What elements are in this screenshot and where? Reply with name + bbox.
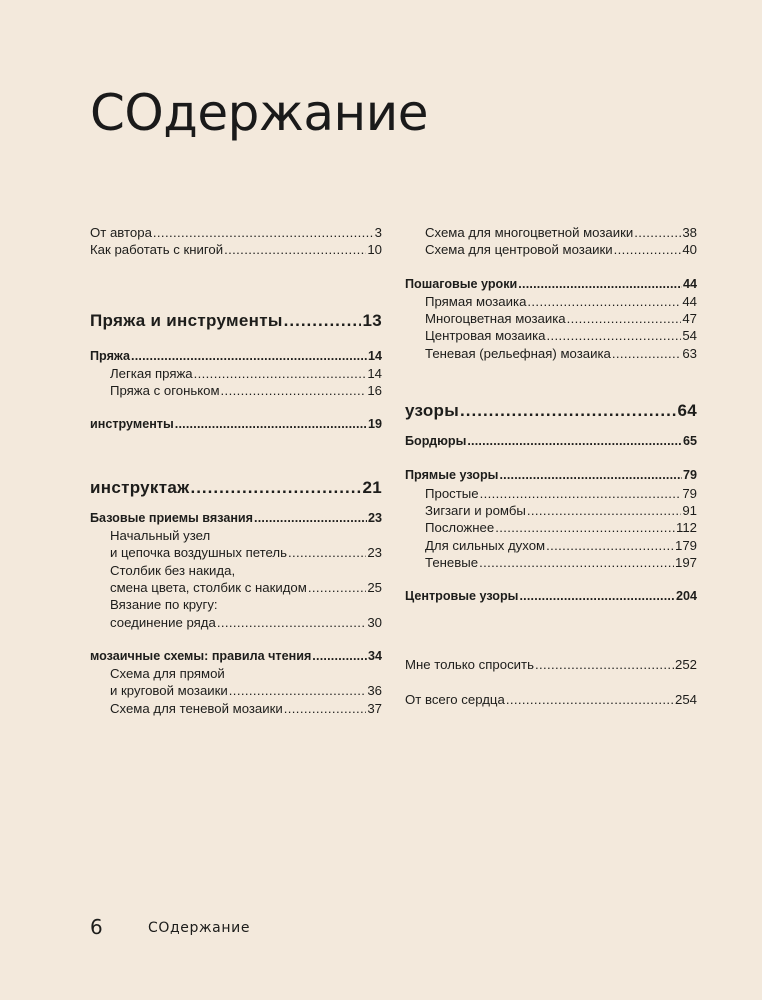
toc-entry-title: Теневые (425, 554, 479, 570)
toc-entry-title: Простые (425, 485, 479, 501)
toc-entry-page: 3 (374, 225, 382, 240)
toc-leader-dots (254, 510, 367, 527)
toc-section-gap (90, 434, 382, 476)
toc-entry-title: Пряжа и инструменты (90, 310, 283, 330)
toc-leader-dots (229, 682, 367, 699)
toc-entry-title: Схема для центровой мозаики (425, 242, 613, 258)
toc-entry-page: 197 (674, 554, 697, 570)
toc-entry-title: Прямая мозаика (425, 293, 527, 309)
toc-entry (90, 614, 382, 631)
toc-entry-page: 14 (367, 348, 382, 363)
toc-leader-dots (495, 519, 675, 536)
toc-entry (90, 562, 382, 579)
toc-section-gap (90, 333, 382, 348)
toc-entry (405, 537, 697, 554)
toc-leader-dots (546, 327, 681, 344)
toc-leader-dots (153, 224, 374, 241)
toc-entry (90, 224, 382, 241)
toc-entry-title: От автора (90, 225, 152, 240)
toc-entry-title: От всего сердца (405, 691, 505, 707)
toc-entry (90, 665, 382, 682)
toc-entry-page: 44 (682, 276, 697, 291)
toc-entry (405, 519, 697, 536)
toc-entry (405, 310, 697, 327)
toc-entry-page: 91 (682, 502, 697, 518)
toc-leader-dots (614, 241, 682, 258)
toc-entry-page: 36 (367, 683, 382, 699)
toc-entry (90, 579, 382, 596)
toc-leader-dots (527, 502, 681, 519)
toc-leader-dots (284, 700, 367, 717)
toc-leader-dots (612, 345, 681, 362)
toc-entry-title: Пряжа (90, 348, 131, 363)
toc-entry-page: 44 (682, 293, 697, 309)
toc-section-gap (405, 362, 697, 399)
toc-entry-title: соединение ряда (110, 614, 216, 630)
toc-entry-title: инструктаж (90, 477, 190, 497)
toc-leader-dots (460, 399, 676, 423)
toc-leader-dots (518, 276, 682, 293)
toc-entry-title: Пряжа с огоньком (110, 383, 220, 399)
toc-entry-page: 79 (682, 485, 697, 501)
toc-entry (405, 502, 697, 519)
toc-entry-page: 254 (674, 691, 697, 707)
toc-entry (405, 399, 697, 423)
toc-entry-page: 10 (367, 242, 382, 258)
toc-entry (90, 596, 382, 613)
toc-entry (90, 382, 382, 399)
toc-entry-page: 79 (682, 468, 697, 483)
toc-section-gap (90, 631, 382, 648)
toc-leader-dots (479, 554, 674, 571)
toc-entry-page: 23 (367, 510, 382, 525)
toc-left-column (90, 224, 382, 717)
toc-entry (405, 224, 697, 241)
toc-leader-dots (284, 309, 362, 333)
toc-entry-title: инструменты (90, 417, 174, 432)
toc-entry-title: и цепочка воздушных петель (110, 545, 287, 561)
toc-section-gap (405, 450, 697, 467)
toc-entry-page: 112 (675, 520, 697, 536)
toc-entry-title: Многоцветная мозаика (425, 311, 566, 327)
toc-entry-page: 64 (677, 401, 697, 421)
toc-leader-dots (308, 579, 367, 596)
toc-entry-title: Центровые узоры (405, 589, 519, 604)
toc-entry-title: и круговой мозаики (110, 683, 228, 699)
toc-entry-title: Легкая пряжа (110, 365, 193, 381)
toc-entry-page: 63 (682, 345, 697, 361)
toc-entry-title: Столбик без накида, (110, 562, 236, 578)
toc-entry-page: 30 (367, 614, 382, 630)
toc-leader-dots (480, 485, 682, 502)
toc-entry-page: 204 (675, 589, 697, 604)
toc-entry-title: Пошаговые уроки (405, 276, 518, 291)
toc-entry-page: 65 (682, 434, 697, 449)
toc-leader-dots (527, 293, 681, 310)
toc-section-gap (405, 674, 697, 691)
toc-entry-page: 14 (367, 365, 382, 381)
toc-leader-dots (312, 648, 367, 665)
toc-leader-dots (288, 544, 366, 561)
toc-entry-page: 23 (367, 545, 382, 561)
toc-entry-title: Схема для многоцветной мозаики (425, 225, 634, 240)
toc-section-gap (90, 500, 382, 510)
footer-running-title: СОдержание (148, 920, 251, 936)
toc-section-gap (405, 423, 697, 433)
toc-entry-title: Как работать с книгой (90, 242, 224, 258)
toc-entry-title: Прямые узоры (405, 468, 499, 483)
toc-entry-page: 37 (367, 700, 382, 716)
toc-entry (405, 554, 697, 571)
toc-entry (90, 700, 382, 717)
toc-entry-page: 179 (674, 537, 697, 553)
toc-section-gap (90, 399, 382, 416)
toc-section-gap (405, 259, 697, 276)
toc-entry (405, 345, 697, 362)
toc-entry (90, 527, 382, 544)
toc-entry-title: Базовые приемы вязания (90, 510, 254, 525)
toc-entry-title: мозаичные схемы: правила чтения (90, 648, 312, 663)
toc-entry-title: Вязание по кругу: (110, 597, 218, 613)
toc-section-gap (405, 571, 697, 588)
toc-entry (90, 241, 382, 258)
toc-entry (405, 467, 697, 484)
toc-entry-page: 25 (367, 579, 382, 595)
toc-entry-page: 34 (367, 648, 382, 663)
toc-entry (405, 656, 697, 673)
toc-section-gap (90, 259, 382, 309)
toc-leader-dots (567, 310, 682, 327)
toc-leader-dots (546, 537, 674, 554)
toc-entry-page: 47 (682, 311, 697, 327)
toc-entry-page: 21 (362, 477, 382, 497)
page-title: СОдержание (90, 84, 428, 142)
toc-entry (90, 348, 382, 365)
toc-leader-dots (634, 224, 681, 241)
toc-entry-page: 40 (682, 242, 697, 258)
toc-entry-title: Схема для теневой мозаики (110, 700, 283, 716)
toc-leader-dots (224, 241, 366, 258)
toc-entry (405, 433, 697, 450)
toc-entry-title: Теневая (рельефная) мозаика (425, 345, 611, 361)
toc-entry-title: Посложнее (425, 520, 495, 536)
toc-leader-dots (221, 382, 367, 399)
toc-leader-dots (499, 467, 682, 484)
toc-entry (405, 691, 697, 708)
toc-entry-title: Мне только спросить (405, 657, 534, 673)
toc-leader-dots (535, 656, 674, 673)
toc-entry-title: Схема для прямой (110, 666, 225, 682)
toc-entry-page: 38 (682, 225, 697, 240)
toc-leader-dots (506, 691, 674, 708)
footer-page-number: 6 (90, 915, 103, 939)
toc-entry (90, 365, 382, 382)
toc-entry (90, 510, 382, 527)
toc-entry-title: Для сильных духом (425, 537, 546, 553)
toc-leader-dots (467, 433, 682, 450)
toc-entry (405, 327, 697, 344)
toc-entry (405, 241, 697, 258)
toc-entry-page: 54 (682, 328, 697, 344)
toc-entry (90, 682, 382, 699)
toc-right-column (405, 224, 697, 708)
toc-entry (90, 309, 382, 333)
toc-entry (90, 648, 382, 665)
toc-entry (90, 416, 382, 433)
toc-entry-title: узоры (405, 401, 460, 421)
toc-entry-title: Бордюры (405, 434, 467, 449)
toc-entry (405, 588, 697, 605)
toc-entry-title: Начальный узел (110, 528, 211, 544)
toc-entry (405, 485, 697, 502)
toc-leader-dots (217, 614, 367, 631)
toc-leader-dots (194, 365, 367, 382)
toc-entry-title: смена цвета, столбик с накидом (110, 579, 307, 595)
toc-entry (90, 476, 382, 500)
toc-entry (405, 293, 697, 310)
toc-entry (405, 276, 697, 293)
toc-leader-dots (519, 588, 675, 605)
toc-entry (90, 544, 382, 561)
toc-leader-dots (131, 348, 367, 365)
toc-entry-page: 16 (367, 383, 382, 399)
toc-entry-page: 252 (674, 657, 697, 673)
toc-entry-page: 13 (362, 310, 382, 330)
toc-entry-page: 19 (367, 417, 382, 432)
toc-leader-dots (190, 476, 361, 500)
toc-entry-title: Центровая мозаика (425, 328, 546, 344)
toc-leader-dots (175, 416, 367, 433)
toc-section-gap (405, 605, 697, 656)
toc-entry-title: Зигзаги и ромбы (425, 502, 526, 518)
